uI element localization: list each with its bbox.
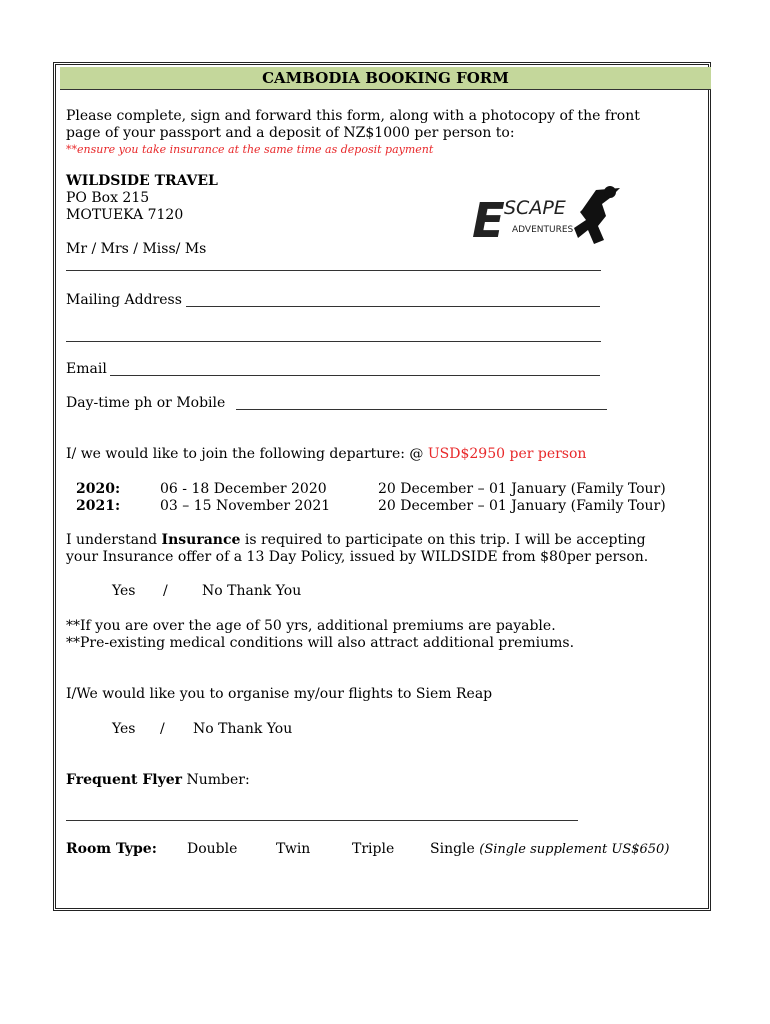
room-single-label: Single <box>430 841 480 857</box>
departure-intro-text: I/ we would like to join the following departure: @ <box>66 446 428 462</box>
title-label: Mr / Mrs / Miss/ Ms <box>66 241 207 257</box>
email-field[interactable] <box>110 375 600 376</box>
departure-year-2020: 2020: <box>76 481 121 497</box>
room-triple[interactable]: Triple <box>352 841 395 857</box>
insurance-note-2: **Pre-existing medical conditions will also attract additional premiums. <box>66 635 575 651</box>
room-twin[interactable]: Twin <box>276 841 311 857</box>
room-single-note: (Single supplement US$650) <box>479 842 670 857</box>
flights-slash: / <box>160 721 165 737</box>
frequent-flyer-label <box>66 772 250 789</box>
frequent-flyer-bold: Frequent Flyer <box>66 772 183 788</box>
room-single[interactable] <box>430 841 669 858</box>
company-name: WILDSIDE TRAVEL <box>66 173 218 189</box>
intro-line-2: page of your passport and a deposit of NZ$1000 per person to: <box>66 125 515 141</box>
svg-text:SCAPE: SCAPE <box>504 197 566 219</box>
frequent-flyer-field[interactable] <box>66 820 578 821</box>
svg-text:ADVENTURES: ADVENTURES <box>512 225 574 235</box>
room-type-label: Room Type: <box>66 841 157 857</box>
form-title: CAMBODIA BOOKING FORM <box>60 67 711 90</box>
flights-no[interactable]: No Thank You <box>193 721 293 737</box>
intro-line-1: Please complete, sign and forward this form, along with a photocopy of the front <box>66 108 640 124</box>
insurance-note-1: **If you are over the age of 50 yrs, additional premiums are payable. <box>66 618 556 634</box>
insurance-bold: Insurance <box>161 532 241 548</box>
flights-yes[interactable]: Yes <box>112 721 136 737</box>
insurance-no[interactable]: No Thank You <box>202 583 302 599</box>
room-double[interactable]: Double <box>187 841 238 857</box>
departure-intro <box>66 446 586 463</box>
city: MOTUEKA 7120 <box>66 207 184 223</box>
insurance-note: **ensure you take insurance at the same time as deposit payment <box>66 143 434 156</box>
mailing-address-field[interactable] <box>186 306 600 307</box>
svg-text:E: E <box>472 193 505 249</box>
departure-date-2020-2[interactable]: 20 December – 01 January (Family Tour) <box>378 481 666 497</box>
insurance-line-1 <box>66 532 646 549</box>
insurance-slash: / <box>163 583 168 599</box>
insurance-pre: I understand <box>66 532 162 548</box>
departure-price: USD$2950 per person <box>427 446 587 462</box>
flights-question: I/We would like you to organise my/our flights to Siem Reap <box>66 686 493 702</box>
frequent-flyer-rest: Number: <box>182 772 250 788</box>
departure-year-2021: 2021: <box>76 498 121 514</box>
departure-date-2020-1[interactable]: 06 - 18 December 2020 <box>160 481 327 497</box>
mailing-address-field-2[interactable] <box>66 341 601 342</box>
phone-field[interactable] <box>236 409 607 410</box>
insurance-yes[interactable]: Yes <box>112 583 136 599</box>
phone-label: Day-time ph or Mobile <box>66 395 226 411</box>
departure-date-2021-2[interactable]: 20 December – 01 January (Family Tour) <box>378 498 666 514</box>
insurance-line-2: your Insurance offer of a 13 Day Policy, issued by WILDSIDE from $80per person. <box>66 549 649 565</box>
email-label: Email <box>66 361 107 377</box>
insurance-post: is required to participate on this trip. I will be accepting <box>240 532 646 548</box>
po-box: PO Box 215 <box>66 190 150 206</box>
departure-date-2021-1[interactable]: 03 – 15 November 2021 <box>160 498 331 514</box>
name-field[interactable] <box>66 270 601 271</box>
escape-adventures-logo <box>470 182 630 252</box>
mailing-address-label: Mailing Address <box>66 292 182 308</box>
